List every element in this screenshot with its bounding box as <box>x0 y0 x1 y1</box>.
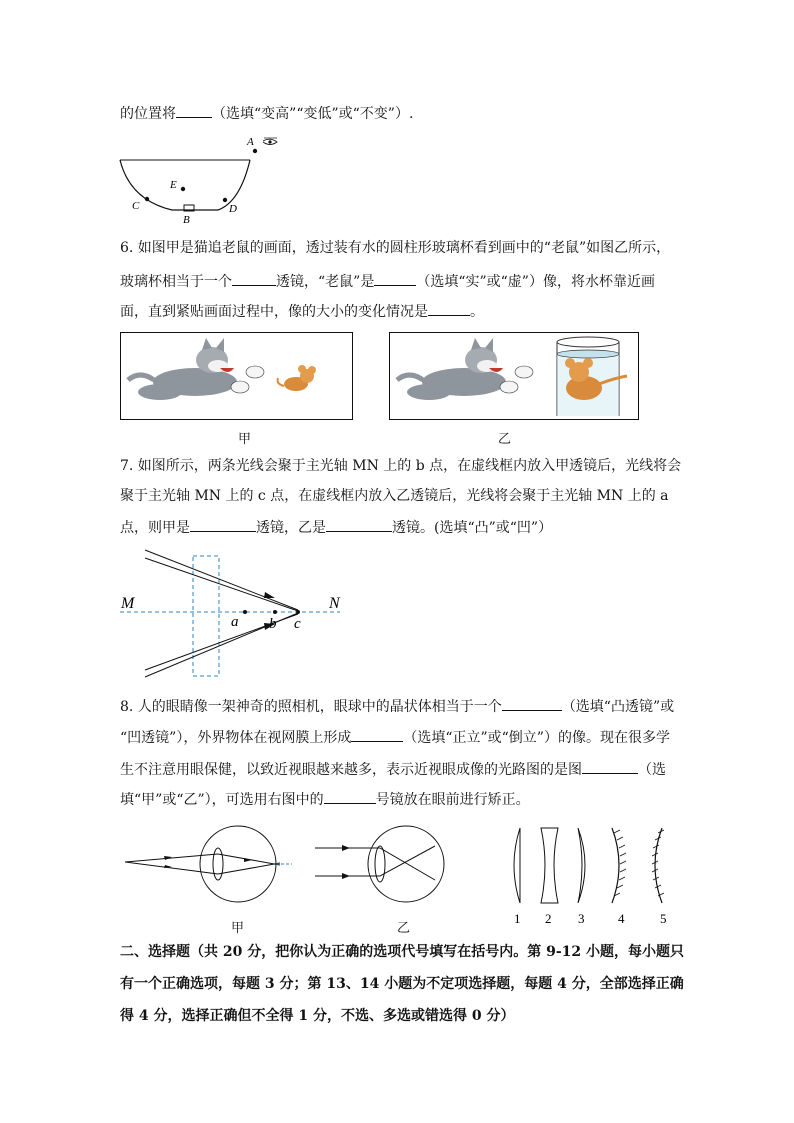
q8-text-d: （选填“正立”或“倒立”）的像。现在很多学 <box>403 730 670 746</box>
point-c-dot <box>296 610 300 614</box>
q8-blank-3[interactable] <box>582 759 638 774</box>
point-b-dot <box>273 610 277 614</box>
cartoon-frame-yi <box>389 332 639 420</box>
q8-text-b: （选填“凸透镜”或 <box>561 699 675 715</box>
ray-1 <box>125 854 218 862</box>
ray-2 <box>125 862 218 874</box>
q7-line-1: 7. 如图所示，两条光线会聚于主光轴 MN 上的 b 点，在虚线框内放入甲透镜后，光线将会 <box>120 458 682 474</box>
ray-upper-2 <box>145 558 298 611</box>
ray-1b <box>380 848 435 880</box>
q6-line-1: 6. 如图甲是猫追老鼠的画面，透过装有水的圆柱形玻璃杯看到画中的“老鼠”如图乙所示， <box>120 240 671 256</box>
label-b: B <box>183 214 190 225</box>
lens-1-plano-convex <box>514 828 520 903</box>
eyeball <box>200 826 276 902</box>
lens-number-1: 1 <box>514 911 521 926</box>
lens-number-3: 3 <box>578 911 585 926</box>
q6-blank-3[interactable] <box>428 301 470 316</box>
caption-yi: 乙 <box>498 432 512 447</box>
eye-icon <box>263 138 277 145</box>
label-c: C <box>132 200 140 212</box>
q8-text-c: “凹透镜”），外界物体在视网膜上形成 <box>120 730 352 746</box>
lens-number-4: 4 <box>618 911 625 926</box>
q7-text-b: 透镜，乙是 <box>256 520 326 536</box>
label-m: M <box>121 595 135 612</box>
label-d: D <box>229 203 237 215</box>
eye-diagram-jia <box>120 820 295 908</box>
q8-text-f: （选 <box>638 762 666 778</box>
lens-2-biconcave <box>541 828 558 903</box>
ray-convergence-diagram <box>115 548 355 680</box>
crystalline-lens <box>213 848 223 880</box>
q5-line-1 <box>120 103 413 124</box>
q8-blank-1[interactable] <box>502 696 562 711</box>
cartoon-frame-jia <box>120 332 353 420</box>
q8-line-2 <box>120 727 670 748</box>
point-a <box>253 149 257 153</box>
point-a-dot <box>243 610 247 614</box>
q8-line-3 <box>120 759 666 780</box>
q7-blank-2[interactable] <box>326 517 392 532</box>
ray-2b <box>218 863 280 874</box>
point-e <box>181 187 185 191</box>
label-a-point: a <box>231 614 239 630</box>
lens-5-convex-mirror <box>652 828 664 903</box>
label-c-point: c <box>294 616 301 632</box>
q6-text-e: 。 <box>470 304 484 320</box>
lens-set <box>500 823 680 928</box>
label-a: A <box>247 136 254 148</box>
lens-number-5: 5 <box>660 911 667 926</box>
q6-line-2 <box>120 271 655 292</box>
q6-text-c: （选填“实”或“虚”）像，将水杯靠近画 <box>416 274 655 290</box>
eye-diagram-yi <box>310 820 450 908</box>
q7-blank-1[interactable] <box>190 517 256 532</box>
q8-blank-4[interactable] <box>324 789 376 804</box>
lens-number-2: 2 <box>545 911 552 926</box>
q7-text-c: 透镜。(选填“凸”或“凹”） <box>392 520 553 536</box>
eye-caption-yi: 乙 <box>397 921 411 936</box>
q7-line-3 <box>120 517 552 538</box>
point-d <box>223 198 227 202</box>
q5-blank[interactable] <box>176 103 212 118</box>
bowl-figure <box>110 130 290 225</box>
q5-text-b: （选填“变高”“变低”或“不变”）. <box>212 106 414 122</box>
q8-line-4 <box>120 789 530 810</box>
eye-caption-jia: 甲 <box>231 921 245 936</box>
q7-line-2: 聚于主光轴 MN 上的 c 点，在虚线框内放入乙透镜后，光线将会聚于主光轴 MN 上的 a <box>120 488 669 504</box>
lens-3-plano-convex <box>578 828 585 903</box>
q6-blank-2[interactable] <box>374 271 416 286</box>
q6-text-d: 面，直到紧贴画面过程中，像的大小的变化情况是 <box>120 304 428 320</box>
q6-text-a: 玻璃杯相当于一个 <box>120 274 232 290</box>
label-b-point: b <box>269 616 277 632</box>
q6-blank-1[interactable] <box>232 271 276 286</box>
q6-line-3 <box>120 301 484 322</box>
q8-text-h: 号镜放在眼前进行矫正。 <box>375 792 530 808</box>
label-e: E <box>170 179 177 191</box>
q8-text-a: 8. 人的眼睛像一架神奇的照相机，眼球中的晶状体相当于一个 <box>120 699 502 715</box>
crystalline-lens <box>375 846 385 882</box>
section2-line-3: 得 4 分，选择正确但不全得 1 分，不选、多选或错选得 0 分） <box>120 1008 515 1024</box>
q8-line-1 <box>120 696 674 717</box>
caption-jia: 甲 <box>238 432 252 447</box>
ray-2b <box>380 846 435 876</box>
q8-text-g: 填“甲”或“乙”），可选用右图中的 <box>120 792 324 808</box>
section2-line-2: 有一个正确选项，每题 3 分；第 13、14 小题为不定项选择题，每题 4 分，全部选择正确 <box>120 976 684 992</box>
q7-text-a: 点，则甲是 <box>120 520 190 536</box>
lens-4-concave-mirror <box>612 828 626 903</box>
q8-blank-2[interactable] <box>351 727 403 742</box>
ray-upper <box>145 550 298 610</box>
point-c <box>145 197 149 201</box>
label-n: N <box>329 595 340 612</box>
q8-text-e: 生不注意用眼保健，以致近视眼越来越多，表示近视眼成像的光路图的是图 <box>120 762 582 778</box>
eyeball <box>368 826 444 902</box>
q6-text-b: 透镜，“老鼠”是 <box>276 274 375 290</box>
arrow-upper <box>264 592 275 598</box>
q5-text-a: 的位置将 <box>120 106 176 122</box>
section2-line-1: 二、选择题（共 20 分，把你认为正确的选项代号填写在括号内。第 9-12 小题，每小题只 <box>120 944 685 960</box>
